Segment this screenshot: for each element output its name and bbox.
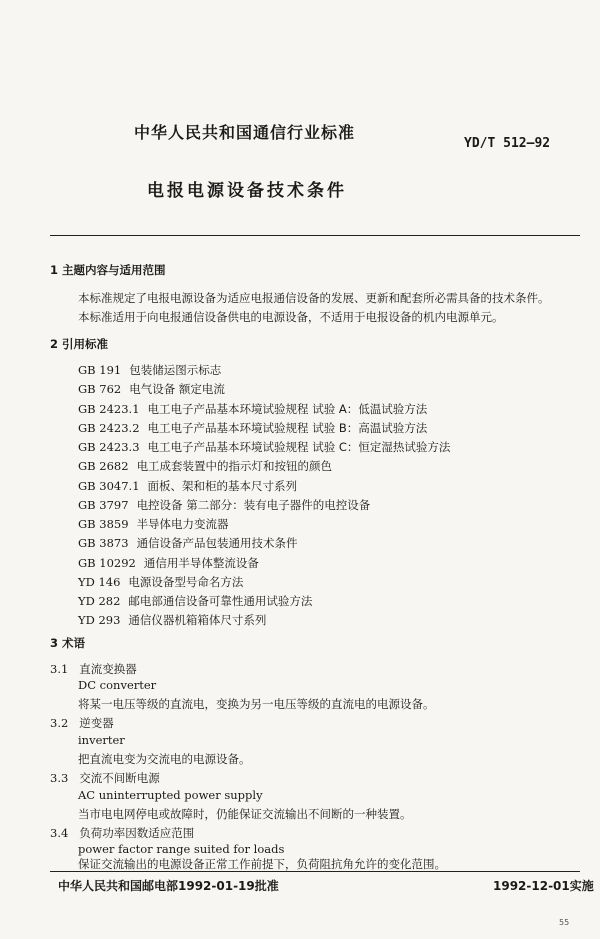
section-1-heading: 1 主题内容与适用范围 (50, 263, 166, 277)
reference-item (78, 573, 450, 592)
reference-title: 电工成套装置中的指示灯和按钮的颜色 (136, 459, 333, 474)
term-3-3-en: AC uninterrupted power supply (78, 788, 263, 802)
reference-code: GB 762 (78, 382, 122, 397)
term-3-4-definition: 保证交流输出的电源设备正常工作前提下，负荷阻抗角允许的变化范围。 (78, 857, 446, 871)
reference-item (78, 457, 450, 476)
reference-code: YD 282 (78, 594, 121, 608)
reference-code: YD 146 (78, 574, 121, 589)
reference-code: GB 3873 (78, 536, 129, 551)
section-3-heading: 3 术语 (50, 636, 86, 650)
term-3-1-heading (50, 661, 137, 677)
term-name-zh: 负荷功率因数适应范围 (79, 826, 195, 840)
org-title: 中华人民共和国通信行业标准 (134, 123, 356, 142)
term-name-zh: 直流变换器 (79, 662, 137, 676)
reference-item (78, 592, 450, 611)
reference-title: 电工电子产品基本环境试验规程 试验 B：高温试验方法 (147, 420, 428, 435)
reference-title: 邮电部通信设备可靠性通用试验方法 (128, 594, 313, 608)
term-number: 3.2 (50, 716, 69, 730)
reference-title: 电控设备 第二部分：装有电子器件的电控设备 (136, 497, 371, 512)
reference-item (78, 534, 450, 553)
reference-title: 电工电子产品基本环境试验规程 试验 C：恒定湿热试验方法 (147, 440, 451, 454)
reference-code: GB 191 (78, 363, 122, 377)
footer-divider (50, 871, 580, 872)
term-3-4-en: power factor range suited for loads (78, 842, 285, 856)
reference-item (78, 400, 450, 419)
reference-title: 电气设备 额定电流 (129, 382, 225, 397)
section-2-heading: 2 引用标准 (50, 337, 109, 351)
term-3-2-heading (50, 715, 114, 731)
term-3-3-definition: 当市电电网停电或故障时，仍能保证交流输出不间断的一种装置。 (78, 807, 412, 821)
reference-title: 半导体电力变流器 (136, 517, 229, 531)
reference-title: 通信设备产品包装通用技术条件 (136, 536, 298, 551)
reference-code: GB 3859 (78, 517, 129, 531)
reference-list (78, 361, 450, 631)
reference-item (78, 554, 450, 573)
term-name-zh: 逆变器 (79, 716, 114, 730)
header-divider (50, 235, 580, 236)
reference-item (78, 477, 450, 496)
section-1-paragraph-2: 本标准适用于向电报通信设备供电的电源设备，不适用于电报设备的机内电源单元。 (78, 310, 504, 324)
term-3-1-en: DC converter (78, 678, 157, 692)
term-3-4-heading (50, 825, 194, 841)
reference-code: GB 2682 (78, 459, 129, 474)
reference-title: 通信仪器机箱箱体尺寸系列 (128, 613, 267, 628)
page-number: 55 (559, 918, 570, 927)
reference-title: 电工电子产品基本环境试验规程 试验 A：低温试验方法 (147, 401, 428, 416)
reference-code: GB 10292 (78, 555, 136, 570)
reference-item (78, 496, 450, 515)
reference-title: 包装储运图示标志 (129, 363, 222, 377)
reference-item (78, 361, 450, 380)
section-1-paragraph-1: 本标准规定了电报电源设备为适应电报通信设备的发展、更新和配套所必需具备的技术条件。 (78, 291, 550, 305)
reference-code: GB 3797 (78, 497, 129, 512)
term-number: 3.3 (50, 771, 69, 785)
effective-date: 1992-12-01实施 (493, 879, 594, 893)
reference-title: 通信用半导体整流设备 (143, 555, 259, 570)
term-3-2-en: inverter (78, 733, 125, 747)
standard-code: YD/T 512—92 (464, 136, 551, 151)
reference-item (78, 611, 450, 630)
term-3-3-heading (50, 770, 160, 786)
reference-item (78, 438, 450, 457)
document-title: 电报电源设备技术条件 (147, 181, 347, 201)
reference-item (78, 380, 450, 399)
reference-code: GB 3047.1 (78, 478, 140, 493)
reference-item (78, 515, 450, 534)
term-3-1-definition: 将某一电压等级的直流电，变换为另一电压等级的直流电的电源设备。 (78, 697, 435, 711)
term-number: 3.1 (50, 662, 69, 676)
reference-code: GB 2423.3 (78, 440, 140, 454)
reference-code: YD 293 (78, 613, 121, 628)
term-number: 3.4 (50, 826, 69, 840)
term-3-2-definition: 把直流电变为交流电的电源设备。 (78, 752, 251, 766)
approval-line: 中华人民共和国邮电部1992-01-19批准 (58, 879, 279, 893)
reference-code: GB 2423.1 (78, 401, 140, 416)
reference-title: 面板、架和柜的基本尺寸系列 (147, 478, 298, 493)
reference-title: 电源设备型号命名方法 (128, 574, 244, 589)
reference-code: GB 2423.2 (78, 420, 140, 435)
reference-item (78, 419, 450, 438)
term-name-zh: 交流不间断电源 (79, 771, 160, 785)
